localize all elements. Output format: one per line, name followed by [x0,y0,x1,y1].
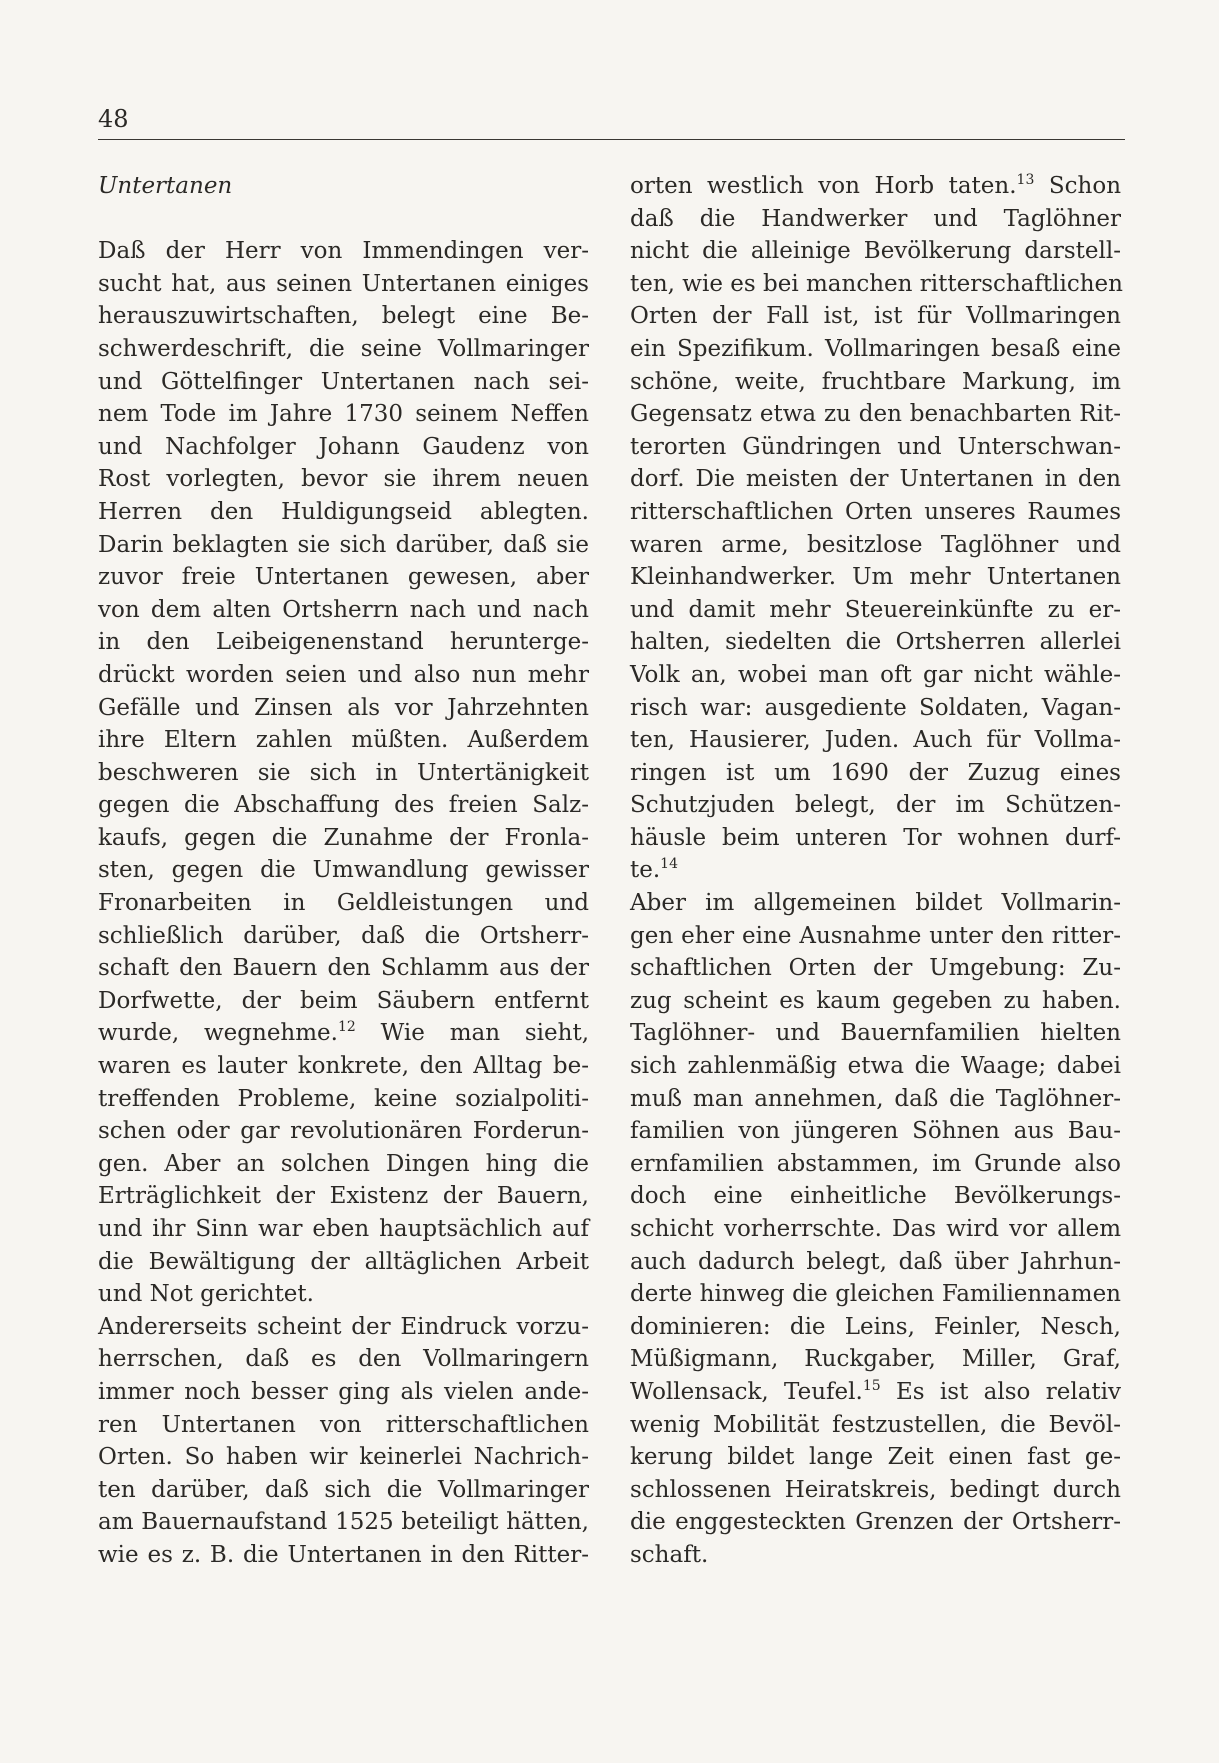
text-line: schwerdeschrift, die seine Vollmaringer [98,335,589,362]
text-line: dominieren: die Leins, Feinler, Nesch, [630,1313,1121,1340]
text-line: kerung bildet lange Zeit einen fast ge- [630,1444,1121,1471]
text-line: treffenden Probleme, keine sozialpoliti- [98,1085,589,1112]
text-line: nem Tode im Jahre 1730 seinem Neffen [98,401,589,428]
text-line: Orten. So haben wir keinerlei Nachrich- [98,1444,589,1471]
left-paragraph-1 [98,235,589,1017]
title-spacer [98,203,589,236]
text-line: und Not gerichtet. [98,1281,314,1308]
text-fragment: Es ist also relativ [880,1378,1121,1405]
text-fragment: Wie man sieht, [355,1020,590,1047]
text-line: nicht die alleinige Bevölkerung darstell- [630,238,1121,265]
text-line: ren Untertanen von ritterschaftlichen [98,1411,589,1438]
text-line: halten, siedelten die Ortsherren allerlei [630,629,1121,656]
text-line: sich zahlenmäßig etwa die Waage; dabei [630,1053,1121,1080]
text-line: ritterschaftlichen Orten unseres Raumes [630,498,1121,525]
text-line: ihre Eltern zahlen müßten. Außerdem [98,727,589,754]
left-column [98,170,589,1572]
text-line: gen. Aber an solchen Dingen hing die [98,1150,589,1177]
footnote-ref-14: 14 [660,856,678,873]
text-line: Dorfwette, der beim Säubern entfernt [98,987,589,1014]
text-fragment: Schon [1034,173,1122,199]
text-fragment: orten westlich von Horb taten. [630,173,1017,199]
text-line: wie es z. B. die Untertanen in den Ritter- [98,1541,589,1568]
text-line: ten darüber, daß sich die Vollmaringer [98,1476,589,1503]
text-line-footnote-12 [98,1017,589,1050]
text-line: und damit mehr Steuereinkünfte zu er- [630,596,1121,623]
text-line: schaft. [630,1541,709,1568]
section-title: Untertanen [98,173,233,199]
text-line: doch eine einheitliche Bevölkerungs- [630,1183,1121,1210]
text-line: immer noch besser ging als vielen ande- [98,1378,589,1405]
text-line: sten, gegen die Umwandlung gewisser [98,857,589,884]
text-line: gen eher eine Ausnahme unter den ritter- [630,922,1121,949]
text-line: Fronarbeiten in Geldleistungen und [98,890,589,917]
text-line: herauszuwirtschaften, belegt eine Be- [98,303,589,330]
text-line: wenig Mobilität festzustellen, die Bevöl- [630,1411,1121,1438]
text-line: ten, wie es bei manchen ritterschaftlichen [630,270,1123,297]
text-line: Müßigmann, Ruckgaber, Miller, Graf, [630,1346,1121,1373]
text-line: Gegensatz etwa zu den benachbarten Rit- [630,401,1121,428]
header-rule [98,139,1125,140]
text-line: ten, Hausierer, Juden. Auch für Vollma- [630,727,1121,754]
text-line: kaufs, gegen die Zunahme der Fronla- [98,824,589,851]
text-line: Schutzjuden belegt, der im Schützen- [630,792,1121,819]
text-line: von dem alten Ortsherrn nach und nach [98,596,589,623]
text-line: die Bewältigung der alltäglichen Arbeit [98,1248,589,1275]
footnote-ref-13: 13 [1016,172,1035,188]
text-line-footnote-13 [630,170,1121,203]
text-line: herrschen, daß es den Vollmaringern [98,1346,589,1373]
text-line: Orten der Fall ist, ist für Vollmaringen [630,303,1121,330]
left-paragraph-2 [98,1311,589,1572]
text-line: schaft den Bauern den Schlamm aus der [98,955,589,982]
text-line: waren es lauter konkrete, den Alltag be- [98,1053,589,1080]
text-line: Taglöhner- und Bauernfamilien hielten [630,1020,1121,1047]
text-line: schaftlichen Orten der Umgebung: Zu- [630,955,1121,982]
text-line: Darin beklagten sie sich darüber, daß sie [98,531,589,558]
text-line: Gefälle und Zinsen als vor Jahrzehnten [98,694,589,721]
text-line: sucht hat, aus seinen Untertanen einiges [98,270,589,297]
right-paragraph-2 [630,887,1121,1376]
footnote-ref-12: 12 [337,1019,356,1036]
text-line: familien von jüngeren Söhnen aus Bau- [630,1118,1121,1145]
text-line: schlossenen Heiratskreis, bedingt durch [630,1476,1121,1503]
right-paragraph-2-cont [630,1409,1121,1572]
text-line: drückt worden seien und also nun mehr [98,661,589,688]
text-line: waren arme, besitzlose Taglöhner und [630,531,1121,558]
text-line: Kleinhandwerker. Um mehr Untertanen [630,564,1121,591]
right-column [630,170,1121,1572]
text-line: Andererseits scheint der Eindruck vorzu- [98,1313,589,1340]
text-line: schicht vorherrschte. Das wird vor allem [630,1216,1121,1242]
left-paragraph-1-cont [98,1050,589,1311]
text-line: schen oder gar revolutionären Forderun- [98,1118,589,1145]
text-line: terorten Gündringen und Unterschwan- [630,433,1121,460]
text-fragment: Wollensack, Teufel. [630,1378,863,1405]
text-line: derte hinweg die gleichen Familiennamen [630,1281,1121,1308]
text-fragment: wurde, wegnehme. [98,1020,338,1047]
text-line: auch dadurch belegt, daß über Jahrhun- [630,1248,1121,1275]
text-line: risch war: ausgediente Soldaten, Vagan- [630,694,1121,721]
text-line: ringen ist um 1690 der Zuzug eines [630,759,1121,786]
text-line-footnote-15 [630,1376,1121,1409]
text-line-footnote-14 [630,854,1121,887]
text-line: ernfamilien abstammen, im Grunde also [630,1150,1121,1177]
text-line: Aber im allgemeinen bildet Vollmarin- [630,890,1121,917]
text-line: ein Spezifikum. Vollmaringen besaß eine [630,335,1121,362]
text-line: muß man annehmen, daß die Taglöhner- [630,1085,1121,1112]
text-line: und ihr Sinn war eben hauptsächlich auf [98,1216,589,1242]
text-fragment: te. [630,857,661,884]
text-line: Rost vorlegten, bevor sie ihrem neuen [98,466,589,493]
text-line: in den Leibeigenenstand herunterge- [98,629,589,656]
text-line: und Göttelfinger Untertanen nach sei- [98,368,589,395]
text-line: am Bauernaufstand 1525 beteiligt hätten, [98,1509,589,1536]
text-line: und Nachfolger Johann Gaudenz von [98,433,589,460]
text-line: daß die Handwerker und Taglöhner [630,205,1121,232]
text-line: die enggesteckten Grenzen der Ortsherr- [630,1509,1121,1536]
text-line: Herren den Huldigungseid ablegten. [98,498,589,525]
page-number: 48 [98,105,129,133]
text-line: zug scheint es kaum gegeben zu haben. [630,987,1121,1014]
text-line: Erträglichkeit der Existenz der Bauern, [98,1183,589,1210]
text-line: beschweren sie sich in Untertänigkeit [98,759,589,786]
right-paragraph-1 [630,203,1121,855]
text-line: dorf. Die meisten der Untertanen in den [630,466,1121,493]
text-line: Volk an, wobei man oft gar nicht wähle- [630,661,1121,688]
text-line: schöne, weite, fruchtbare Markung, im [630,368,1121,395]
text-line: Daß der Herr von Immendingen ver- [98,238,589,265]
footnote-ref-15: 15 [862,1377,881,1394]
text-line: schließlich darüber, daß die Ortsherr- [98,922,589,949]
text-line: häusle beim unteren Tor wohnen durf- [630,824,1121,851]
text-line: zuvor freie Untertanen gewesen, aber [98,564,589,591]
text-line: gegen die Abschaffung des freien Salz- [98,792,589,819]
